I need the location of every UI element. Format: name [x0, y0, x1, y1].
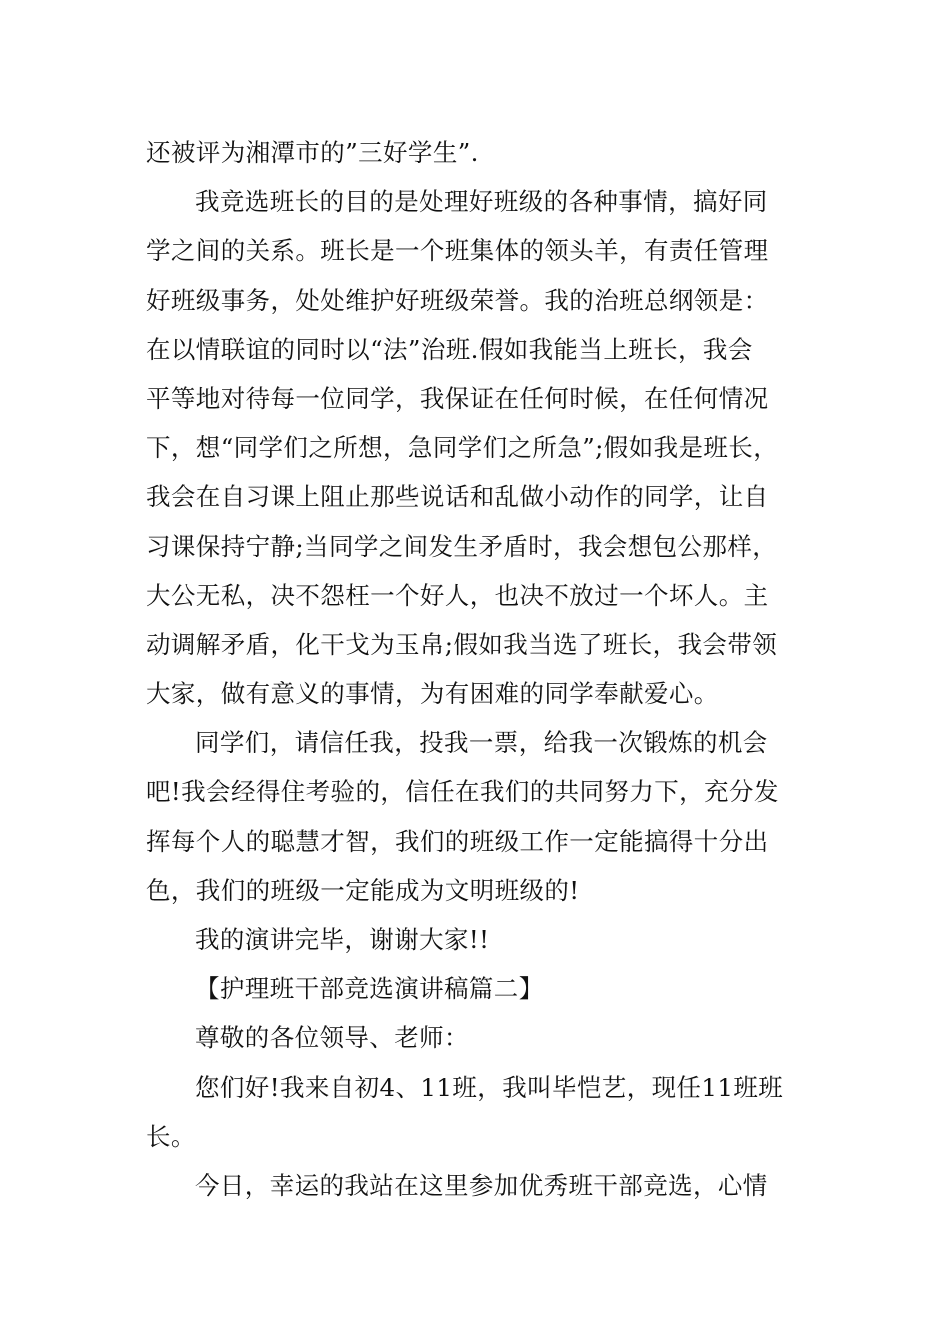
text-line: 平等地对待每一位同学，我保证在任何时候，在任何情况 [146, 383, 769, 413]
text-line: 大公无私，决不怨枉一个好人，也决不放过一个坏人。主 [146, 580, 769, 610]
text-line: 今日，幸运的我站在这里参加优秀班干部竞选，心情 [195, 1170, 768, 1200]
text-line: 我竞选班长的目的是处理好班级的各种事情，搞好同 [195, 187, 768, 217]
document-body [146, 128, 826, 1210]
text-line: 同学们，请信任我，投我一票，给我一次锻炼的机会 [195, 728, 768, 758]
text-line: 大家，做有意义的事情，为有困难的同学奉献爱心。 [146, 679, 719, 709]
text-line: 长。 [146, 1121, 196, 1151]
text-line: 还被评为湘潭市的”三好学生”. [146, 138, 479, 167]
text-line: 习课保持宁静;当同学之间发生矛盾时，我会想包公那样， [146, 531, 778, 561]
text-line: 色，我们的班级一定能成为文明班级的! [146, 875, 580, 905]
text-line: 我会在自习课上阻止那些说话和乱做小动作的同学，让自 [146, 482, 769, 512]
text-line: 我的演讲完毕，谢谢大家!! [195, 925, 490, 954]
text-line: 学之间的关系。班长是一个班集体的领头羊，有责任管理 [146, 236, 769, 266]
text-line: 下，想“同学们之所想，急同学们之所急”;假如我是班长， [146, 433, 779, 463]
text-line: 【护理班干部竞选演讲稿篇二】 [195, 974, 544, 1004]
text-line: 您们好!我来自初4、11班，我叫毕恺艺，现任11班班 [195, 1072, 784, 1102]
text-line: 挥每个人的聪慧才智，我们的班级工作一定能搞得十分出 [146, 826, 769, 856]
text-line: 吧!我会经得住考验的，信任在我们的共同努力下，充分发 [146, 777, 779, 807]
text-line: 尊敬的各位领导、老师： [195, 1023, 469, 1053]
text-line: 在以情联谊的同时以“法”治班.假如我能当上班长，我会 [146, 334, 753, 364]
text-line: 好班级事务，处处维护好班级荣誉。我的治班总纲领是： [146, 285, 769, 315]
text-line: 动调解矛盾，化干戈为玉帛;假如我当选了班长，我会带领 [146, 629, 778, 659]
